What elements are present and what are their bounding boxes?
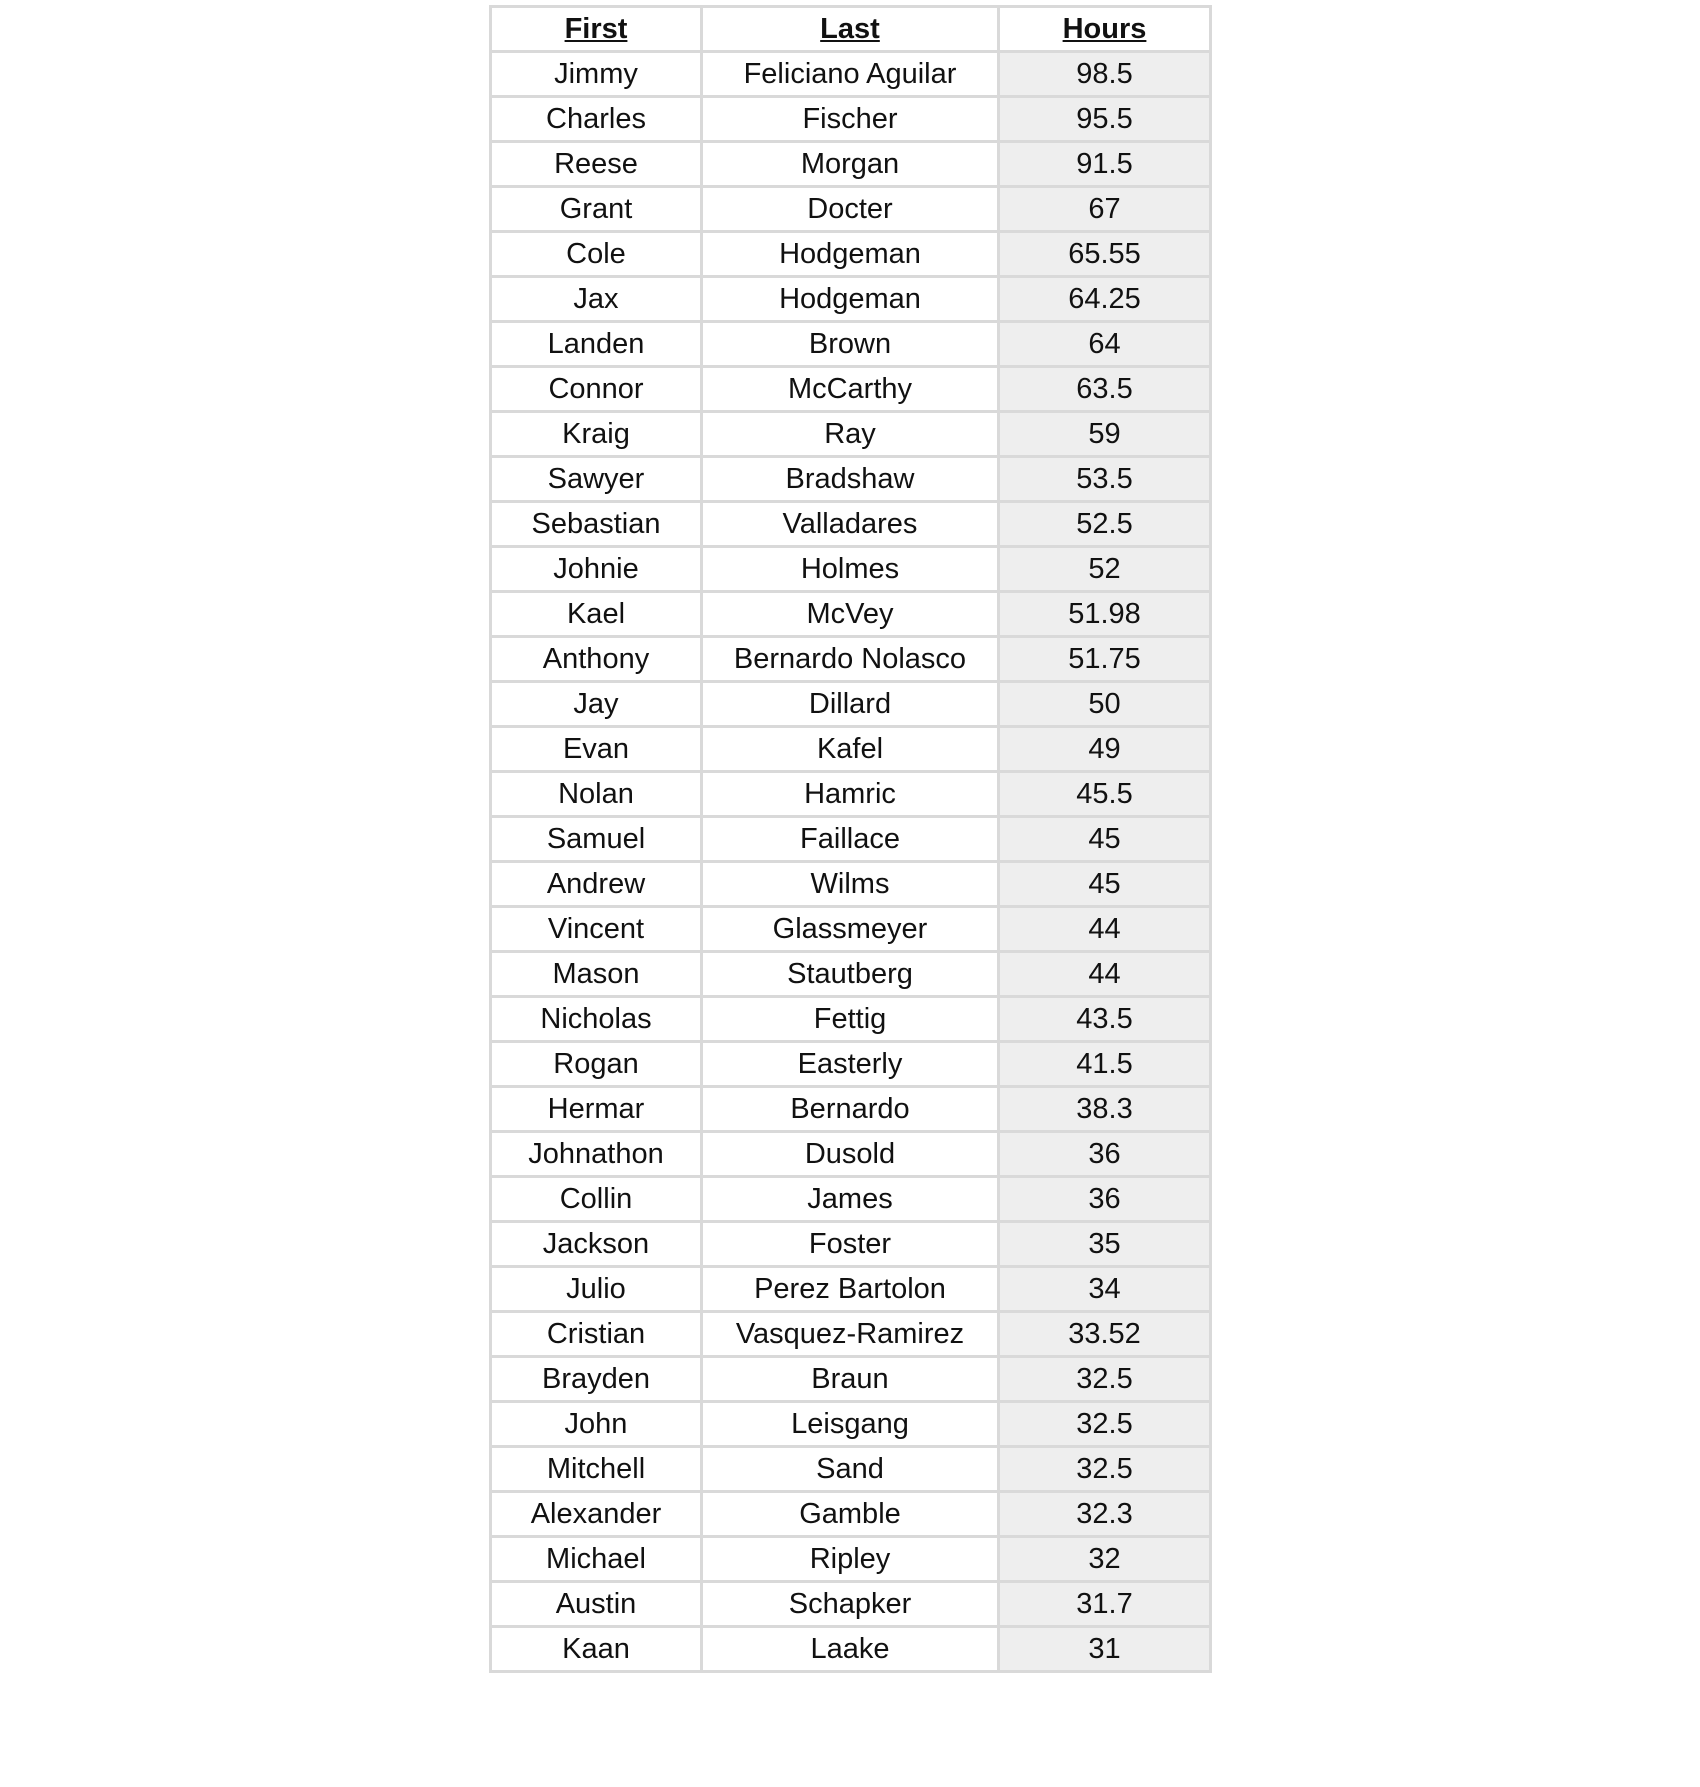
hours-cell: 35 <box>999 1222 1211 1267</box>
last-name-cell: Vasquez-Ramirez <box>702 1312 999 1357</box>
hours-cell: 95.5 <box>999 97 1211 142</box>
last-name-cell: Glassmeyer <box>702 907 999 952</box>
first-name-cell: Landen <box>491 322 702 367</box>
last-name-cell: Leisgang <box>702 1402 999 1447</box>
table-body <box>491 52 1211 1672</box>
hours-cell: 33.52 <box>999 1312 1211 1357</box>
first-name-cell: Hermar <box>491 1087 702 1132</box>
hours-cell: 41.5 <box>999 1042 1211 1087</box>
first-name-cell: Vincent <box>491 907 702 952</box>
first-name-cell: Kaan <box>491 1627 702 1672</box>
last-name-cell: Braun <box>702 1357 999 1402</box>
table-row <box>491 412 1211 457</box>
table-row <box>491 547 1211 592</box>
first-name-cell: Johnie <box>491 547 702 592</box>
last-name-cell: Holmes <box>702 547 999 592</box>
last-name-cell: James <box>702 1177 999 1222</box>
table-row <box>491 862 1211 907</box>
first-name-cell: Johnathon <box>491 1132 702 1177</box>
table-row <box>491 997 1211 1042</box>
first-name-cell: Samuel <box>491 817 702 862</box>
hours-cell: 67 <box>999 187 1211 232</box>
first-name-cell: Cole <box>491 232 702 277</box>
first-name-cell: Kael <box>491 592 702 637</box>
table-row <box>491 52 1211 97</box>
hours-cell: 31.7 <box>999 1582 1211 1627</box>
first-name-cell: Julio <box>491 1267 702 1312</box>
last-name-cell: Brown <box>702 322 999 367</box>
first-name-cell: Nicholas <box>491 997 702 1042</box>
last-name-cell: Foster <box>702 1222 999 1267</box>
first-name-cell: Mitchell <box>491 1447 702 1492</box>
last-name-cell: Bradshaw <box>702 457 999 502</box>
last-name-cell: Easterly <box>702 1042 999 1087</box>
table-row <box>491 1042 1211 1087</box>
hours-cell: 51.75 <box>999 637 1211 682</box>
hours-cell: 43.5 <box>999 997 1211 1042</box>
column-header-hours: Hours <box>999 7 1211 52</box>
hours-cell: 36 <box>999 1177 1211 1222</box>
last-name-cell: Bernardo Nolasco <box>702 637 999 682</box>
hours-cell: 91.5 <box>999 142 1211 187</box>
last-name-cell: Docter <box>702 187 999 232</box>
last-name-cell: Perez Bartolon <box>702 1267 999 1312</box>
last-name-cell: Gamble <box>702 1492 999 1537</box>
table-row <box>491 1537 1211 1582</box>
first-name-cell: Mason <box>491 952 702 997</box>
hours-cell: 31 <box>999 1627 1211 1672</box>
hours-cell: 45.5 <box>999 772 1211 817</box>
first-name-cell: Evan <box>491 727 702 772</box>
hours-cell: 32 <box>999 1537 1211 1582</box>
table-row <box>491 1402 1211 1447</box>
table-row <box>491 952 1211 997</box>
last-name-cell: Hodgeman <box>702 277 999 322</box>
table-row <box>491 457 1211 502</box>
first-name-cell: Brayden <box>491 1357 702 1402</box>
last-name-cell: Ray <box>702 412 999 457</box>
hours-cell: 32.3 <box>999 1492 1211 1537</box>
first-name-cell: Anthony <box>491 637 702 682</box>
hours-cell: 64 <box>999 322 1211 367</box>
hours-cell: 32.5 <box>999 1357 1211 1402</box>
hours-cell: 34 <box>999 1267 1211 1312</box>
first-name-cell: Jackson <box>491 1222 702 1267</box>
table-row <box>491 1312 1211 1357</box>
hours-cell: 53.5 <box>999 457 1211 502</box>
header-row <box>491 7 1211 52</box>
table-row <box>491 817 1211 862</box>
hours-cell: 65.55 <box>999 232 1211 277</box>
last-name-cell: Schapker <box>702 1582 999 1627</box>
column-header-first: First <box>491 7 702 52</box>
hours-cell: 45 <box>999 862 1211 907</box>
hours-cell: 59 <box>999 412 1211 457</box>
table-row <box>491 637 1211 682</box>
hours-table <box>489 5 1212 1673</box>
table-row <box>491 1222 1211 1267</box>
table-row <box>491 682 1211 727</box>
first-name-cell: Jimmy <box>491 52 702 97</box>
last-name-cell: Wilms <box>702 862 999 907</box>
last-name-cell: Faillace <box>702 817 999 862</box>
hours-cell: 49 <box>999 727 1211 772</box>
table-row <box>491 367 1211 412</box>
table-row <box>491 1492 1211 1537</box>
first-name-cell: John <box>491 1402 702 1447</box>
hours-cell: 32.5 <box>999 1402 1211 1447</box>
last-name-cell: Fischer <box>702 97 999 142</box>
table-row <box>491 277 1211 322</box>
first-name-cell: Cristian <box>491 1312 702 1357</box>
first-name-cell: Jax <box>491 277 702 322</box>
first-name-cell: Andrew <box>491 862 702 907</box>
table-row <box>491 772 1211 817</box>
first-name-cell: Sawyer <box>491 457 702 502</box>
last-name-cell: Ripley <box>702 1537 999 1582</box>
last-name-cell: Sand <box>702 1447 999 1492</box>
table-row <box>491 1627 1211 1672</box>
first-name-cell: Alexander <box>491 1492 702 1537</box>
last-name-cell: Laake <box>702 1627 999 1672</box>
hours-cell: 52 <box>999 547 1211 592</box>
table-header <box>491 7 1211 52</box>
table-row <box>491 1582 1211 1627</box>
hours-cell: 50 <box>999 682 1211 727</box>
table-row <box>491 232 1211 277</box>
hours-cell: 44 <box>999 952 1211 997</box>
first-name-cell: Austin <box>491 1582 702 1627</box>
table-row <box>491 592 1211 637</box>
table-row <box>491 1267 1211 1312</box>
last-name-cell: Fettig <box>702 997 999 1042</box>
last-name-cell: McCarthy <box>702 367 999 412</box>
table-row <box>491 142 1211 187</box>
hours-cell: 45 <box>999 817 1211 862</box>
hours-cell: 51.98 <box>999 592 1211 637</box>
last-name-cell: Bernardo <box>702 1087 999 1132</box>
first-name-cell: Connor <box>491 367 702 412</box>
first-name-cell: Reese <box>491 142 702 187</box>
hours-cell: 63.5 <box>999 367 1211 412</box>
table-row <box>491 727 1211 772</box>
table-row <box>491 322 1211 367</box>
last-name-cell: Hodgeman <box>702 232 999 277</box>
table-row <box>491 1447 1211 1492</box>
last-name-cell: Dusold <box>702 1132 999 1177</box>
table-row <box>491 907 1211 952</box>
last-name-cell: Dillard <box>702 682 999 727</box>
last-name-cell: Hamric <box>702 772 999 817</box>
first-name-cell: Rogan <box>491 1042 702 1087</box>
table-row <box>491 502 1211 547</box>
hours-cell: 44 <box>999 907 1211 952</box>
table-row <box>491 1132 1211 1177</box>
first-name-cell: Jay <box>491 682 702 727</box>
hours-cell: 38.3 <box>999 1087 1211 1132</box>
last-name-cell: Morgan <box>702 142 999 187</box>
first-name-cell: Sebastian <box>491 502 702 547</box>
hours-cell: 52.5 <box>999 502 1211 547</box>
last-name-cell: McVey <box>702 592 999 637</box>
first-name-cell: Nolan <box>491 772 702 817</box>
hours-cell: 98.5 <box>999 52 1211 97</box>
table-row <box>491 1087 1211 1132</box>
table-row <box>491 187 1211 232</box>
column-header-last: Last <box>702 7 999 52</box>
first-name-cell: Charles <box>491 97 702 142</box>
last-name-cell: Stautberg <box>702 952 999 997</box>
first-name-cell: Kraig <box>491 412 702 457</box>
last-name-cell: Kafel <box>702 727 999 772</box>
first-name-cell: Grant <box>491 187 702 232</box>
hours-cell: 64.25 <box>999 277 1211 322</box>
last-name-cell: Feliciano Aguilar <box>702 52 999 97</box>
first-name-cell: Michael <box>491 1537 702 1582</box>
table-row <box>491 97 1211 142</box>
table-row <box>491 1177 1211 1222</box>
last-name-cell: Valladares <box>702 502 999 547</box>
first-name-cell: Collin <box>491 1177 702 1222</box>
table-row <box>491 1357 1211 1402</box>
hours-cell: 32.5 <box>999 1447 1211 1492</box>
hours-cell: 36 <box>999 1132 1211 1177</box>
